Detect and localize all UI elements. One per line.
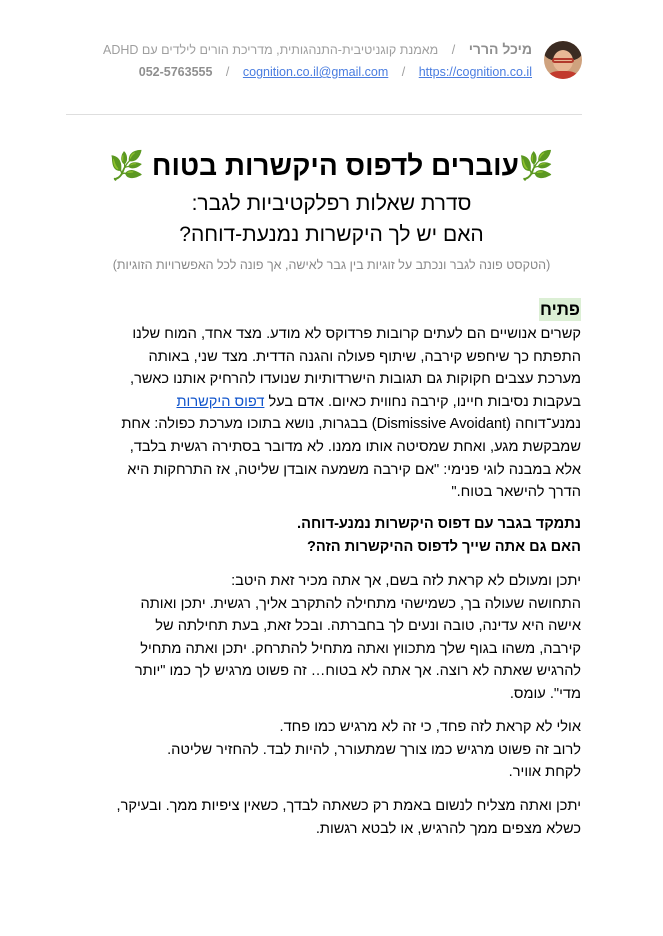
paragraph-text: נמנע־דוחה ( bbox=[506, 416, 581, 433]
author-contact-line bbox=[139, 65, 532, 79]
focus-question-paragraph bbox=[77, 513, 581, 558]
paragraph-line: האם גם אתה שייך לדפוס ההיקשרות הזה? bbox=[306, 538, 581, 555]
paragraph-line: הדרך להישאר בטוח." bbox=[451, 484, 581, 501]
author-phone: 052-5763555 bbox=[138, 65, 213, 79]
paragraph-line: התפתח כך שיחפש קירבה, שיתוף פעולה והגנה הדדית. מצד שני, באותה bbox=[148, 348, 581, 365]
paragraph-text: בעקבות נסיבות חיינו, קירבה נחווית כאיום. אדם בעל bbox=[268, 393, 581, 410]
document-subtitle-line-2: האם יש לך היקשרות נמנעת-דוחה? bbox=[179, 223, 484, 246]
author-info-line bbox=[103, 41, 532, 57]
paragraph-line: לקחת אוויר. bbox=[508, 764, 581, 781]
paragraph-line: קירבה, משהו בגוף שלך מתכווץ ואתה מתחיל להתרחק. יתכן ואתה מתחיל bbox=[140, 640, 581, 657]
author-website-link[interactable]: https://cognition.co.il bbox=[418, 65, 532, 79]
author-role: מאמנת קוגניטיבית-התנהגותית, מדריכת הורים לילדים עם ADHD bbox=[103, 43, 439, 57]
section-label-intro: פתיח bbox=[540, 300, 580, 319]
separator: / bbox=[451, 43, 456, 57]
paragraph-line: אלא במבנה לוגי פנימי: "אם קירבה משמעה אובדן שליטה, אז התרחקות היא bbox=[127, 461, 581, 478]
separator: / bbox=[225, 65, 230, 79]
paragraph-line: להרגיש שאתה לא רוצה. אך אתה לא בטוח… זה פשוט מרגיש לך כמו "יותר bbox=[134, 663, 581, 680]
paragraph-line: יתכן ומעולם לא קראת לזה בשם, אך אתה מכיר זאת היטב: bbox=[231, 573, 581, 589]
author-avatar bbox=[544, 41, 582, 79]
audience-note: (הטקסט פונה לגבר ונכתב על זוגיות בין גבר לאישה, אך פונה לכל האפשרויות הזוגיות) bbox=[112, 258, 551, 272]
breathing-paragraph bbox=[77, 795, 581, 840]
english-term: Dismissive Avoidant bbox=[376, 416, 507, 433]
document-subtitle-line-1: סדרת שאלות רפלקטיביות לגבר: bbox=[191, 192, 472, 215]
document-title: 🌿עוברים לדפוס היקשרות בטוח 🌿 bbox=[109, 150, 554, 181]
header-divider bbox=[66, 114, 582, 115]
paragraph-text: ) בבגרות, נושא בתוכו מערכת כפולה: אחת bbox=[121, 416, 377, 433]
author-email-link[interactable]: cognition.co.il@gmail.com bbox=[242, 65, 389, 79]
paragraph-line bbox=[77, 391, 581, 414]
paragraph-line: מערכת עצבים חקוקות גם תגובות הישרדותיות שנועדו להרחיק אותנו כאשר, bbox=[130, 371, 581, 388]
paragraph-line: אישה היא עדינה, טובה ונעים לך בחברתה. ובכל זאת, בעת תחילתה של bbox=[155, 618, 581, 635]
recognition-paragraph bbox=[77, 570, 581, 706]
paragraph-line: שמבקשת מגע, ואחת שמסיטה אותו ממנו. לא מדובר בסתירה רגשית בלבד, bbox=[129, 438, 581, 455]
intro-paragraph bbox=[77, 323, 581, 504]
paragraph-line: נתמקד בגבר עם דפוס היקשרות נמנע-דוחה. bbox=[297, 516, 581, 532]
author-name: מיכל הררי bbox=[468, 41, 532, 57]
attachment-style-link[interactable]: דפוס היקשרות bbox=[176, 393, 265, 410]
separator: / bbox=[401, 65, 406, 79]
paragraph-line: כשלא מצפים ממך להרגיש, או לבטא רגשות. bbox=[315, 820, 581, 837]
paragraph-line: מדי". עומס. bbox=[509, 685, 581, 702]
paragraph-line bbox=[77, 413, 581, 436]
paragraph-line: אולי לא קראת לזה פחד, כי זה לא מרגיש כמו פחד. bbox=[279, 719, 581, 735]
paragraph-line: לרוב זה פשוט מרגיש כמו צורך שמתעורר, להיות לבד. להחזיר שליטה. bbox=[167, 741, 581, 758]
paragraph-line: קשרים אנושיים הם לעתים קרובות פרדוקס לא מודע. מצד אחד, המוח שלנו bbox=[132, 326, 581, 342]
fear-paragraph bbox=[77, 716, 581, 784]
paragraph-line: יתכן ואתה מצליח לנשום באמת רק כשאתה לבדך, כשאין ציפיות ממך. ובעיקר, bbox=[116, 798, 581, 814]
paragraph-line: התחושה שעולה בך, כשמישהי מתחילה להתקרב אליך, רגשית. יתכן ואותה bbox=[140, 595, 581, 612]
